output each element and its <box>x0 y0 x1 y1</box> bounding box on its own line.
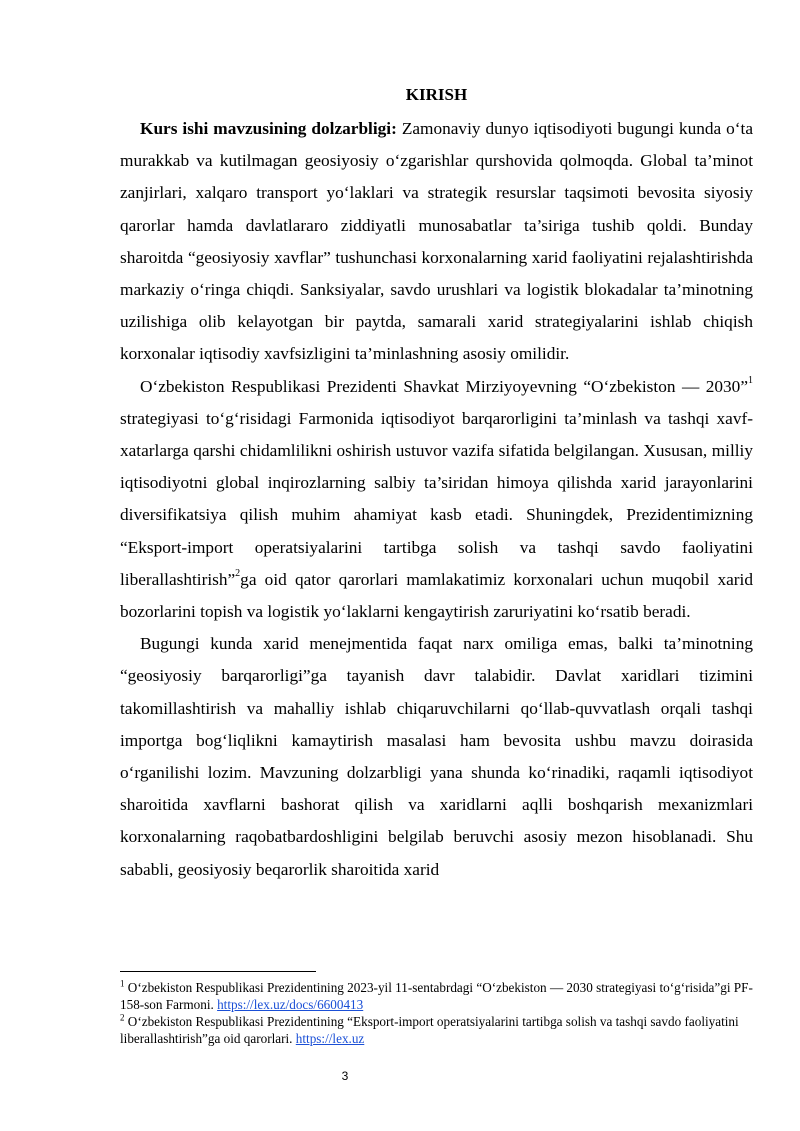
footnote-ref-1[interactable]: 1 <box>748 374 753 386</box>
footnote-2-text: O‘zbekiston Respublikasi Prezidentining “Eksport-import operatsiyalarini tartibga solish va tashqi savdo faoliyatini liberallashtirish”ga oid qarorlari. <box>120 1014 739 1046</box>
footnote-1-mark: 1 <box>120 978 125 989</box>
page-number: 3 <box>341 1069 349 1083</box>
paragraph-1-text: Zamonaviy dunyo iqtisodiyoti bugungi kunda o‘ta murakkab va kutilmagan geosiyosiy o‘zgarishlar qurshovida qolmoqda. Global ta’minot zanjirlari, xalqaro transport yo‘laklari va strategik resurslar taqsimoti bevosita siyosiy qarorlar hamda davlatlararo ziddiyatli munosabatlar ta’siriga tushib qoldi. Bunday sharoitda “geosiyosiy xavflar” tushunchasi korxonalarning xarid faoliyatini rejalashtirishda markaziy o‘ringa chiqdi. Sanksiyalar, savdo urushlari va logistik blokadalar ta’minotning uzilishiga olib kelayotgan bir paytda, samarali xarid strategiyalarini ishlab chiqish korxonalar iqtisodiy xavfsizligini ta’minlashning asosiy omilidir. <box>120 119 753 364</box>
footnote-1 <box>120 979 756 1013</box>
footnotes <box>120 979 756 1047</box>
footnote-2 <box>120 1013 756 1047</box>
section-heading: KIRISH <box>405 85 468 104</box>
paragraph-2-part-1: O‘zbekiston Respublikasi Prezidenti Shavkat Mirziyoyevning “O‘zbekiston — 2030” <box>140 376 748 396</box>
body-text <box>120 113 753 886</box>
footnote-separator <box>120 971 316 972</box>
paragraph-2-part-2: strategiyasi to‘g‘risidagi Farmonida iqtisodiyot barqarorligini ta’minlash va tashqi xavf-xatarlarga qarshi chidamlilikni oshirish ustuvor vazifa sifatida belgilangan. Xususan, milliy iqtisodiyotni global inqirozlarning salbiy ta’siridan himoya qilishda xarid jarayonlarini diversifikatsiya qilish muhim ahamiyat kasb etadi. Shuningdek, Prezidentimizning “Eksport-import operatsiyalarini tartibga solish va tashqi savdo faoliyatini liberallashtirish” <box>120 408 753 589</box>
footnote-2-link[interactable]: https://lex.uz <box>295 1031 365 1046</box>
paragraph-2-part-3: ga oid qator qarorlari mamlakatimiz korxonalari uchun muqobil xarid bozorlarini topish va logistik yo‘laklarni kengaytirish zaruriyatini ko‘rsatib beradi. <box>120 569 753 622</box>
footnote-ref-2[interactable]: 2 <box>235 568 241 580</box>
footnote-1-link[interactable]: https://lex.uz/docs/6600413 <box>217 997 364 1012</box>
footnote-1-text: O‘zbekiston Respublikasi Prezidentining 2023-yil 11-sentabrdagi “O‘zbekiston — 2030 strategiyasi to‘g‘risida”gi PF-158-son Farmoni. <box>120 980 753 1012</box>
footnote-2-mark: 2 <box>120 1012 125 1023</box>
paragraph-relevance <box>120 113 753 371</box>
paragraph-strategy <box>120 371 753 629</box>
paragraph-procurement: Bugungi kunda xarid menejmentida faqat narx omiliga emas, balki ta’minotning “geosiyosiy barqarorligi”ga tayanish davr talabidir. Davlat xaridlari tizimini takomillashtirish va mahalliy ishlab chiqaruvchilarni qo‘llab-quvvatlash orqali tashqi importga bog‘liqlikni kamaytirish masalasi ham bevosita ushbu mavzu doirasida o‘rganilishi lozim. Mavzuning dolzarbligi yana shunda ko‘rinadiki, raqamli iqtisodiyot sharoitida xavflarni bashorat qilish va xaridlarni aqlli boshqarish mexanizmlari korxonalarning raqobatbardoshligini belgilab beruvchi asosiy mezon hisoblanadi. Shu sababli, geosiyosiy beqarorlik sharoitida xarid <box>120 634 753 879</box>
relevance-lead: Kurs ishi mavzusining dolzarbligi: <box>140 119 397 138</box>
